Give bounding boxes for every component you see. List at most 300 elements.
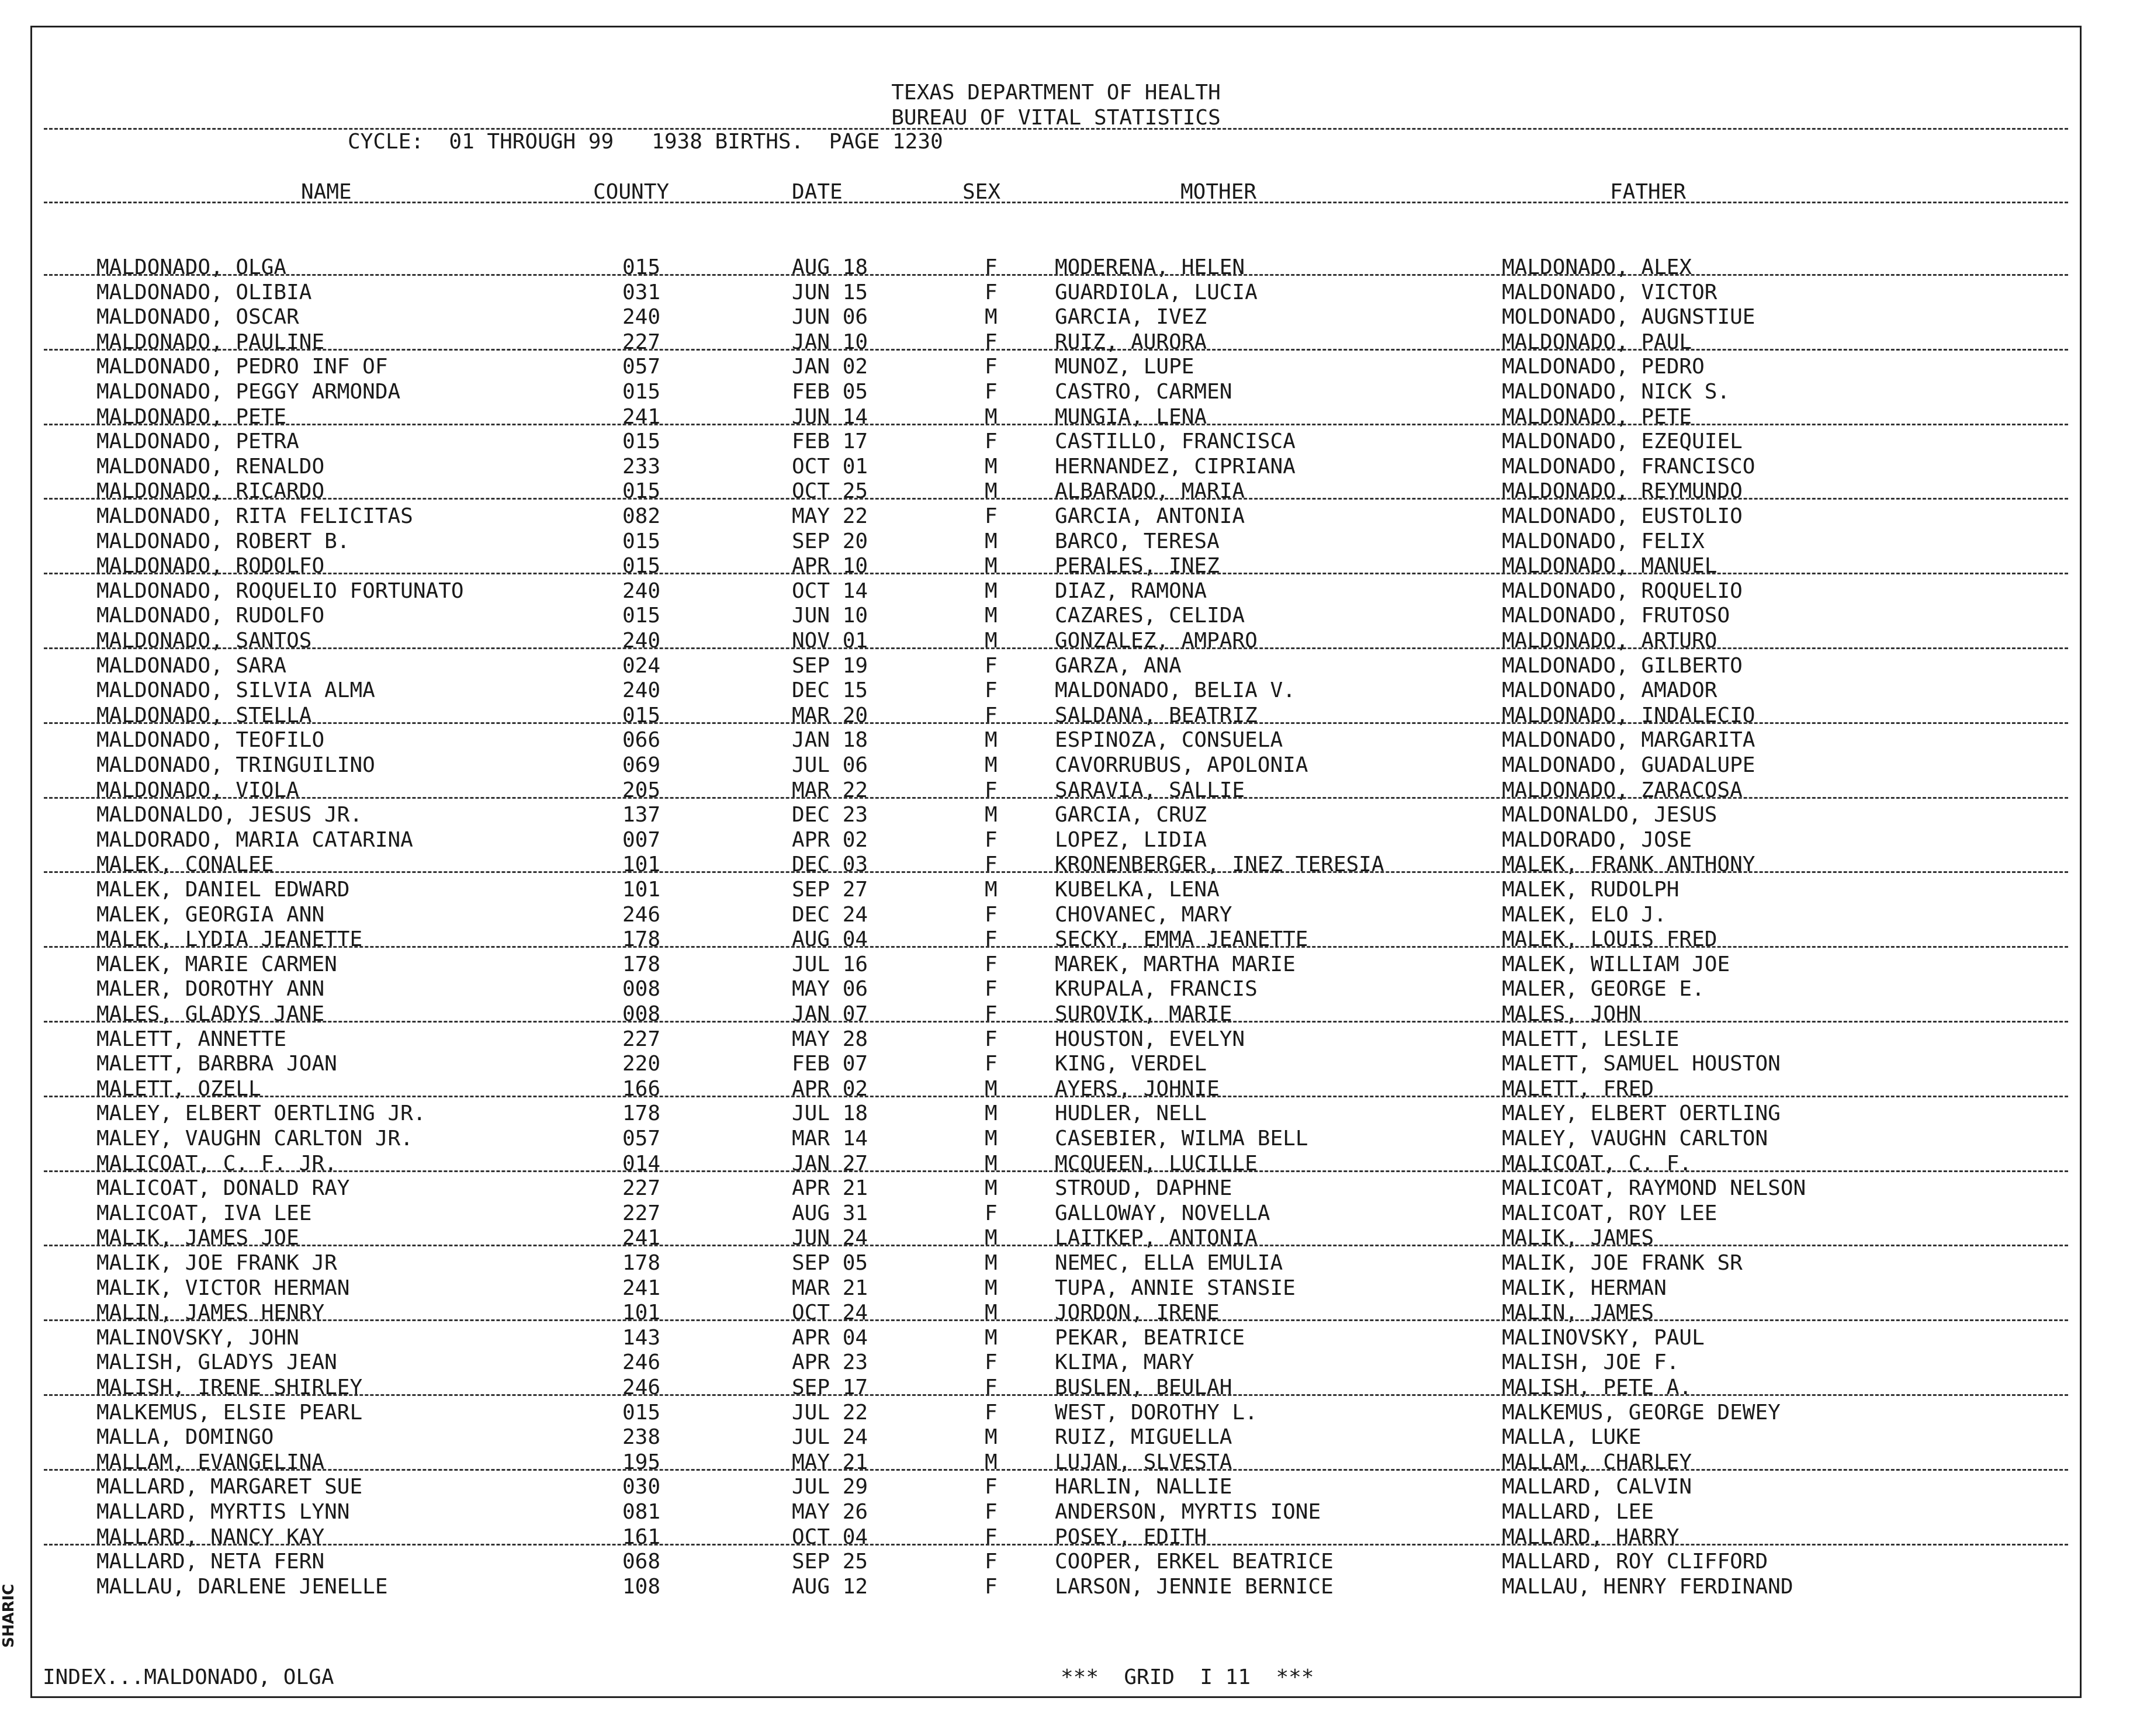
table-row xyxy=(32,753,2080,778)
row-group-divider xyxy=(44,1021,2068,1023)
cell-father: MALIN, JAMES xyxy=(1502,1301,1654,1325)
cell-mother: JORDON, IRENE xyxy=(1055,1301,1220,1325)
cell-mother: CASEBIER, WILMA BELL xyxy=(1055,1127,1308,1151)
table-row xyxy=(32,455,2080,479)
cell-father: MALDONADO, AMADOR xyxy=(1502,678,1717,703)
cell-county: 178 xyxy=(622,927,661,952)
row-group-divider xyxy=(44,498,2068,500)
table-row xyxy=(32,1152,2080,1176)
cell-mother: RUIZ, MIGUELLA xyxy=(1055,1425,1232,1450)
cell-date: JUL 22 xyxy=(792,1400,868,1425)
cell-mother: MALDONADO, BELIA V. xyxy=(1055,678,1296,703)
cell-sex: M xyxy=(985,1425,998,1450)
table-row xyxy=(32,878,2080,902)
cell-mother: MODERENA, HELEN xyxy=(1055,255,1245,279)
cell-father: MALDONADO, PAUL xyxy=(1502,330,1692,354)
cell-sex: M xyxy=(985,604,998,628)
cell-date: JUN 10 xyxy=(792,604,868,628)
cell-county: 227 xyxy=(622,330,661,354)
cell-county: 178 xyxy=(622,1101,661,1126)
cell-county: 015 xyxy=(622,703,661,727)
column-sex: SEX xyxy=(962,180,1001,204)
cell-sex: M xyxy=(985,1127,998,1151)
cell-county: 057 xyxy=(622,355,661,379)
cell-father: MALIK, HERMAN xyxy=(1502,1276,1667,1300)
cell-father: MALINOVSKY, PAUL xyxy=(1502,1325,1705,1350)
cell-sex: M xyxy=(985,305,998,330)
table-row xyxy=(32,380,2080,404)
cell-mother: AYERS, JOHNIE xyxy=(1055,1076,1220,1101)
table-row xyxy=(32,1475,2080,1499)
table-row xyxy=(32,1401,2080,1425)
table-row xyxy=(32,629,2080,653)
cell-date: APR 21 xyxy=(792,1176,868,1201)
cell-mother: LUJAN, SLVESTA xyxy=(1055,1450,1232,1474)
cell-sex: F xyxy=(985,952,998,976)
cell-name: MALDONADO, RODOLFO xyxy=(96,554,325,578)
cell-father: MALDONADO, ARTURO xyxy=(1502,629,1717,653)
cell-mother: BUSLEN, BEULAH xyxy=(1055,1375,1232,1399)
cell-mother: CAZARES, CELIDA xyxy=(1055,604,1245,628)
row-group-divider xyxy=(44,274,2068,276)
cell-name: MALEK, GEORGIA ANN xyxy=(96,902,325,927)
cell-name: MALDONADO, RUDOLFO xyxy=(96,604,325,628)
cell-mother: KING, VERDEL xyxy=(1055,1052,1207,1076)
table-row xyxy=(32,803,2080,827)
cell-sex: F xyxy=(985,255,998,279)
table-row xyxy=(32,1500,2080,1524)
cell-mother: MUNOZ, LUPE xyxy=(1055,355,1194,379)
header-line-1: TEXAS DEPARTMENT OF HEALTH xyxy=(891,81,1221,105)
column-mother: MOTHER xyxy=(1180,180,1257,204)
cell-county: 008 xyxy=(622,1002,661,1026)
table-row xyxy=(32,1450,2080,1475)
cell-sex: F xyxy=(985,1002,998,1026)
cell-sex: M xyxy=(985,1076,998,1101)
cell-mother: KLIMA, MARY xyxy=(1055,1350,1194,1375)
cell-county: 101 xyxy=(622,878,661,902)
cell-county: 068 xyxy=(622,1550,661,1574)
cell-date: OCT 25 xyxy=(792,479,868,504)
cell-date: JUN 24 xyxy=(792,1226,868,1250)
cell-father: MALICOAT, RAYMOND NELSON xyxy=(1502,1176,1806,1201)
cell-mother: PEKAR, BEATRICE xyxy=(1055,1325,1245,1350)
cell-sex: F xyxy=(985,330,998,354)
cell-county: 031 xyxy=(622,280,661,304)
cell-mother: GALLOWAY, NOVELLA xyxy=(1055,1201,1270,1225)
table-row xyxy=(32,1226,2080,1250)
table-row xyxy=(32,1525,2080,1550)
cell-name: MALISH, IRENE SHIRLEY xyxy=(96,1375,363,1399)
cell-father: MALIK, JAMES xyxy=(1502,1226,1654,1250)
cell-father: MALDONADO, MARGARITA xyxy=(1502,728,1755,753)
cell-sex: M xyxy=(985,878,998,902)
cell-date: OCT 01 xyxy=(792,454,868,479)
cell-name: MALLA, DOMINGO xyxy=(96,1425,274,1450)
table-row xyxy=(32,1425,2080,1450)
table-row xyxy=(32,952,2080,977)
cell-county: 166 xyxy=(622,1076,661,1101)
cell-date: JAN 27 xyxy=(792,1151,868,1176)
cell-name: MALLARD, MYRTIS LYNN xyxy=(96,1500,350,1524)
cell-father: MALDONADO, PETE xyxy=(1502,404,1692,429)
cell-date: DEC 23 xyxy=(792,803,868,827)
cell-name: MALDONADO, VIOLA xyxy=(96,778,299,802)
cell-county: 014 xyxy=(622,1151,661,1176)
cell-father: MALISH, PETE A. xyxy=(1502,1375,1692,1399)
cell-date: DEC 24 xyxy=(792,902,868,927)
cell-father: MALLARD, LEE xyxy=(1502,1500,1654,1524)
cell-mother: ANDERSON, MYRTIS IONE xyxy=(1055,1500,1321,1524)
cell-county: 246 xyxy=(622,1375,661,1399)
table-row xyxy=(32,1002,2080,1027)
cell-mother: LAITKEP, ANTONIA xyxy=(1055,1226,1258,1250)
cell-mother: HUDLER, NELL xyxy=(1055,1101,1207,1126)
cell-sex: F xyxy=(985,827,998,852)
cell-name: MALDONADO, TEOFILO xyxy=(96,728,325,753)
grid-label: *** GRID I 11 *** xyxy=(1061,1665,1314,1689)
cell-date: AUG 12 xyxy=(792,1574,868,1599)
table-row xyxy=(32,355,2080,379)
cell-county: 015 xyxy=(622,429,661,454)
cell-father: MALDONADO, REYMUNDO xyxy=(1502,479,1743,504)
table-row xyxy=(32,704,2080,728)
cell-name: MALLARD, NANCY KAY xyxy=(96,1524,325,1549)
cell-sex: F xyxy=(985,678,998,703)
cell-sex: M xyxy=(985,1101,998,1126)
cell-father: MALEK, LOUIS FRED xyxy=(1502,927,1717,952)
cell-mother: SARAVIA, SALLIE xyxy=(1055,778,1245,802)
table-row xyxy=(32,1101,2080,1126)
cell-name: MALETT, ANNETTE xyxy=(96,1027,287,1051)
cell-name: MALDONADO, OLGA xyxy=(96,255,287,279)
cell-county: 241 xyxy=(622,404,661,429)
cell-county: 178 xyxy=(622,1251,661,1275)
column-date: DATE xyxy=(792,180,843,204)
cell-father: MALEK, RUDOLPH xyxy=(1502,878,1680,902)
cell-date: AUG 31 xyxy=(792,1201,868,1225)
cell-sex: F xyxy=(985,1201,998,1225)
table-row xyxy=(32,853,2080,877)
cell-father: MALDONADO, MANUEL xyxy=(1502,554,1717,578)
cell-father: MALLAM, CHARLEY xyxy=(1502,1450,1692,1474)
cell-sex: M xyxy=(985,1276,998,1300)
cell-mother: TUPA, ANNIE STANSIE xyxy=(1055,1276,1296,1300)
cell-name: MALDONADO, PAULINE xyxy=(96,330,325,354)
cell-sex: F xyxy=(985,977,998,1002)
cell-father: MALDONADO, PEDRO xyxy=(1502,355,1705,379)
cell-mother: KRONENBERGER, INEZ TERESIA xyxy=(1055,853,1384,877)
cell-mother: GARCIA, CRUZ xyxy=(1055,803,1207,827)
cell-county: 246 xyxy=(622,902,661,927)
cell-county: 195 xyxy=(622,1450,661,1474)
cell-mother: CHOVANEC, MARY xyxy=(1055,902,1232,927)
cell-mother: GUARDIOLA, LUCIA xyxy=(1055,280,1258,304)
cell-father: MALLARD, CALVIN xyxy=(1502,1475,1692,1499)
cell-mother: GARZA, ANA xyxy=(1055,653,1182,678)
cell-date: DEC 03 xyxy=(792,853,868,877)
cell-sex: F xyxy=(985,1574,998,1599)
cell-father: MALDONADO, ALEX xyxy=(1502,255,1692,279)
cell-county: 241 xyxy=(622,1226,661,1250)
cell-father: MALDONALDO, JESUS xyxy=(1502,803,1717,827)
cell-county: 082 xyxy=(622,504,661,528)
cell-name: MALLAM, EVANGELINA xyxy=(96,1450,325,1474)
cell-date: MAR 14 xyxy=(792,1127,868,1151)
cell-name: MALEY, ELBERT OERTLING JR. xyxy=(96,1101,426,1126)
cell-father: MALEK, WILLIAM JOE xyxy=(1502,952,1730,976)
cell-father: MALES, JOHN xyxy=(1502,1002,1642,1026)
cell-sex: M xyxy=(985,479,998,504)
cell-father: MALETT, FRED xyxy=(1502,1076,1654,1101)
cell-date: JAN 10 xyxy=(792,330,868,354)
table-row xyxy=(32,255,2080,280)
cell-date: JUL 18 xyxy=(792,1101,868,1126)
cell-name: MALKEMUS, ELSIE PEARL xyxy=(96,1400,363,1425)
cell-county: 240 xyxy=(622,578,661,603)
table-row xyxy=(32,1201,2080,1226)
table-row xyxy=(32,305,2080,330)
cell-name: MALDONADO, OLIBIA xyxy=(96,280,312,304)
table-row xyxy=(32,554,2080,578)
cell-county: 161 xyxy=(622,1524,661,1549)
cell-father: MALIK, JOE FRANK SR xyxy=(1502,1251,1743,1275)
cell-county: 024 xyxy=(622,653,661,678)
cell-sex: F xyxy=(985,504,998,528)
cell-mother: PERALES, INEZ xyxy=(1055,554,1220,578)
cell-mother: ALBARADO, MARIA xyxy=(1055,479,1245,504)
cell-name: MALDONADO, PEDRO INF OF xyxy=(96,355,388,379)
cell-date: JAN 07 xyxy=(792,1002,868,1026)
cell-date: OCT 24 xyxy=(792,1301,868,1325)
cell-county: 015 xyxy=(622,529,661,553)
cell-father: MALDONADO, VICTOR xyxy=(1502,280,1717,304)
cell-father: MALETT, LESLIE xyxy=(1502,1027,1680,1051)
cell-mother: KUBELKA, LENA xyxy=(1055,878,1220,902)
cell-mother: CASTRO, CARMEN xyxy=(1055,380,1232,404)
cell-sex: F xyxy=(985,1027,998,1051)
cell-date: JUN 14 xyxy=(792,404,868,429)
cell-name: MALDONADO, PETE xyxy=(96,404,287,429)
cell-father: MALDONADO, EUSTOLIO xyxy=(1502,504,1743,528)
cell-sex: M xyxy=(985,1450,998,1474)
cell-date: JUN 15 xyxy=(792,280,868,304)
cell-father: MALLARD, HARRY xyxy=(1502,1524,1680,1549)
cell-county: 220 xyxy=(622,1052,661,1076)
cell-name: MALDONADO, RENALDO xyxy=(96,454,325,479)
row-group-divider xyxy=(44,1170,2068,1172)
cell-sex: M xyxy=(985,803,998,827)
row-group-divider xyxy=(44,1394,2068,1396)
cell-father: MALDONADO, ZARACOSA xyxy=(1502,778,1743,802)
cell-date: JUL 29 xyxy=(792,1475,868,1499)
cell-date: SEP 25 xyxy=(792,1550,868,1574)
cell-sex: M xyxy=(985,1176,998,1201)
table-row xyxy=(32,903,2080,927)
cell-date: SEP 05 xyxy=(792,1251,868,1275)
cell-father: MALEY, VAUGHN CARLTON xyxy=(1502,1127,1768,1151)
cell-county: 015 xyxy=(622,479,661,504)
cell-mother: RUIZ, AURORA xyxy=(1055,330,1207,354)
cell-father: MALDONADO, GUADALUPE xyxy=(1502,753,1755,777)
table-row xyxy=(32,728,2080,753)
cell-county: 238 xyxy=(622,1425,661,1450)
cell-mother: ESPINOZA, CONSUELA xyxy=(1055,728,1283,753)
cell-mother: GARCIA, IVEZ xyxy=(1055,305,1207,330)
cell-sex: M xyxy=(985,1151,998,1176)
cell-name: MALLAU, DARLENE JENELLE xyxy=(96,1574,388,1599)
row-group-divider xyxy=(44,647,2068,649)
row-group-divider xyxy=(44,1319,2068,1321)
table-row xyxy=(32,828,2080,853)
cell-name: MALER, DOROTHY ANN xyxy=(96,977,325,1002)
row-group-divider xyxy=(44,1469,2068,1471)
cell-father: MALDONADO, GILBERTO xyxy=(1502,653,1743,678)
cell-date: MAY 28 xyxy=(792,1027,868,1051)
cell-date: APR 10 xyxy=(792,554,868,578)
cell-county: 137 xyxy=(622,803,661,827)
table-row xyxy=(32,405,2080,429)
cell-father: MALEK, FRANK ANTHONY xyxy=(1502,853,1755,877)
cell-name: MALDONADO, TRINGUILINO xyxy=(96,753,375,777)
cell-father: MALICOAT, C. F. xyxy=(1502,1151,1692,1176)
cell-date: SEP 17 xyxy=(792,1375,868,1399)
cell-father: MALLA, LUKE xyxy=(1502,1425,1642,1450)
cell-sex: F xyxy=(985,703,998,727)
cell-sex: M xyxy=(985,1226,998,1250)
cell-name: MALICOAT, DONALD RAY xyxy=(96,1176,350,1201)
cell-sex: M xyxy=(985,529,998,553)
table-row xyxy=(32,1176,2080,1201)
cell-date: MAY 26 xyxy=(792,1500,868,1524)
cell-sex: M xyxy=(985,404,998,429)
table-row xyxy=(32,579,2080,604)
cell-name: MALDONADO, ROQUELIO FORTUNATO xyxy=(96,578,464,603)
cell-date: MAY 06 xyxy=(792,977,868,1002)
cell-date: APR 04 xyxy=(792,1325,868,1350)
table-row xyxy=(32,678,2080,703)
row-group-divider xyxy=(44,797,2068,799)
cell-mother: HERNANDEZ, CIPRIANA xyxy=(1055,454,1296,479)
row-group-divider xyxy=(44,722,2068,724)
table-row xyxy=(32,1575,2080,1599)
cell-mother: BARCO, TERESA xyxy=(1055,529,1220,553)
cell-mother: MCQUEEN, LUCILLE xyxy=(1055,1151,1258,1176)
row-group-divider xyxy=(44,349,2068,351)
table-row xyxy=(32,479,2080,504)
row-group-divider xyxy=(44,946,2068,948)
cell-name: MALICOAT, IVA LEE xyxy=(96,1201,312,1225)
cell-date: FEB 05 xyxy=(792,380,868,404)
cell-sex: F xyxy=(985,380,998,404)
cell-county: 233 xyxy=(622,454,661,479)
cell-date: JUL 06 xyxy=(792,753,868,777)
cell-sex: F xyxy=(985,1550,998,1574)
cell-sex: M xyxy=(985,454,998,479)
row-group-divider xyxy=(44,1245,2068,1246)
cell-sex: F xyxy=(985,1400,998,1425)
cell-county: 057 xyxy=(622,1127,661,1151)
cell-father: MALER, GEORGE E. xyxy=(1502,977,1705,1002)
table-row xyxy=(32,1077,2080,1101)
row-group-divider xyxy=(44,871,2068,873)
cell-father: MALDONADO, FRANCISCO xyxy=(1502,454,1755,479)
cell-name: MALLARD, MARGARET SUE xyxy=(96,1475,363,1499)
row-group-divider xyxy=(44,1096,2068,1097)
cell-sex: F xyxy=(985,902,998,927)
cell-sex: F xyxy=(985,1350,998,1375)
cell-name: MALDONADO, RICARDO xyxy=(96,479,325,504)
cell-name: MALISH, GLADYS JEAN xyxy=(96,1350,337,1375)
cell-county: 066 xyxy=(622,728,661,753)
cell-name: MALEK, DANIEL EDWARD xyxy=(96,878,350,902)
cell-county: 246 xyxy=(622,1350,661,1375)
cell-father: MALDONADO, FELIX xyxy=(1502,529,1705,553)
cell-date: FEB 17 xyxy=(792,429,868,454)
cell-name: MALEY, VAUGHN CARLTON JR. xyxy=(96,1127,413,1151)
cell-sex: F xyxy=(985,1500,998,1524)
cell-county: 069 xyxy=(622,753,661,777)
cell-name: MALIK, VICTOR HERMAN xyxy=(96,1276,350,1300)
cell-sex: F xyxy=(985,778,998,802)
cell-date: OCT 04 xyxy=(792,1524,868,1549)
cell-mother: COOPER, ERKEL BEATRICE xyxy=(1055,1550,1334,1574)
header-line-2: BUREAU OF VITAL STATISTICS xyxy=(891,106,1221,130)
cell-county: 240 xyxy=(622,305,661,330)
cycle-line: CYCLE: 01 THROUGH 99 1938 BIRTHS. PAGE 1230 xyxy=(348,130,943,154)
cell-mother: SALDANA, BEATRIZ xyxy=(1055,703,1258,727)
table-row xyxy=(32,1027,2080,1052)
cell-name: MALDONADO, PEGGY ARMONDA xyxy=(96,380,401,404)
table-row xyxy=(32,1350,2080,1375)
cell-name: MALDONADO, SILVIA ALMA xyxy=(96,678,375,703)
table-row xyxy=(32,1301,2080,1325)
cell-sex: F xyxy=(985,355,998,379)
cell-county: 143 xyxy=(622,1325,661,1350)
cell-name: MALES, GLADYS JANE xyxy=(96,1002,325,1026)
cell-mother: CASTILLO, FRANCISCA xyxy=(1055,429,1296,454)
cell-date: MAY 21 xyxy=(792,1450,868,1474)
cell-father: MALDONADO, NICK S. xyxy=(1502,380,1730,404)
cell-date: AUG 04 xyxy=(792,927,868,952)
cell-sex: M xyxy=(985,1251,998,1275)
cell-date: APR 23 xyxy=(792,1350,868,1375)
table-row xyxy=(32,778,2080,803)
index-label: INDEX...MALDONADO, OLGA xyxy=(43,1665,334,1689)
cell-mother: NEMEC, ELLA EMULIA xyxy=(1055,1251,1283,1275)
cell-name: MALIN, JAMES HENRY xyxy=(96,1301,325,1325)
cell-father: MALDONADO, INDALECIO xyxy=(1502,703,1755,727)
cell-sex: F xyxy=(985,927,998,952)
cell-date: OCT 14 xyxy=(792,578,868,603)
cell-mother: HOUSTON, EVELYN xyxy=(1055,1027,1245,1051)
cell-county: 227 xyxy=(622,1027,661,1051)
cell-sex: M xyxy=(985,753,998,777)
cell-name: MALETT, BARBRA JOAN xyxy=(96,1052,337,1076)
cell-date: MAR 22 xyxy=(792,778,868,802)
row-group-divider xyxy=(44,573,2068,574)
cell-father: MALICOAT, ROY LEE xyxy=(1502,1201,1717,1225)
cell-sex: M xyxy=(985,629,998,653)
cell-mother: STROUD, DAPHNE xyxy=(1055,1176,1232,1201)
cell-name: MALDORADO, MARIA CATARINA xyxy=(96,827,413,852)
cell-mother: CAVORRUBUS, APOLONIA xyxy=(1055,753,1308,777)
cell-mother: SECKY, EMMA JEANETTE xyxy=(1055,927,1308,952)
cell-father: MALDONADO, FRUTOSO xyxy=(1502,604,1730,628)
cell-county: 015 xyxy=(622,604,661,628)
cell-county: 081 xyxy=(622,1500,661,1524)
cell-mother: KRUPALA, FRANCIS xyxy=(1055,977,1258,1002)
